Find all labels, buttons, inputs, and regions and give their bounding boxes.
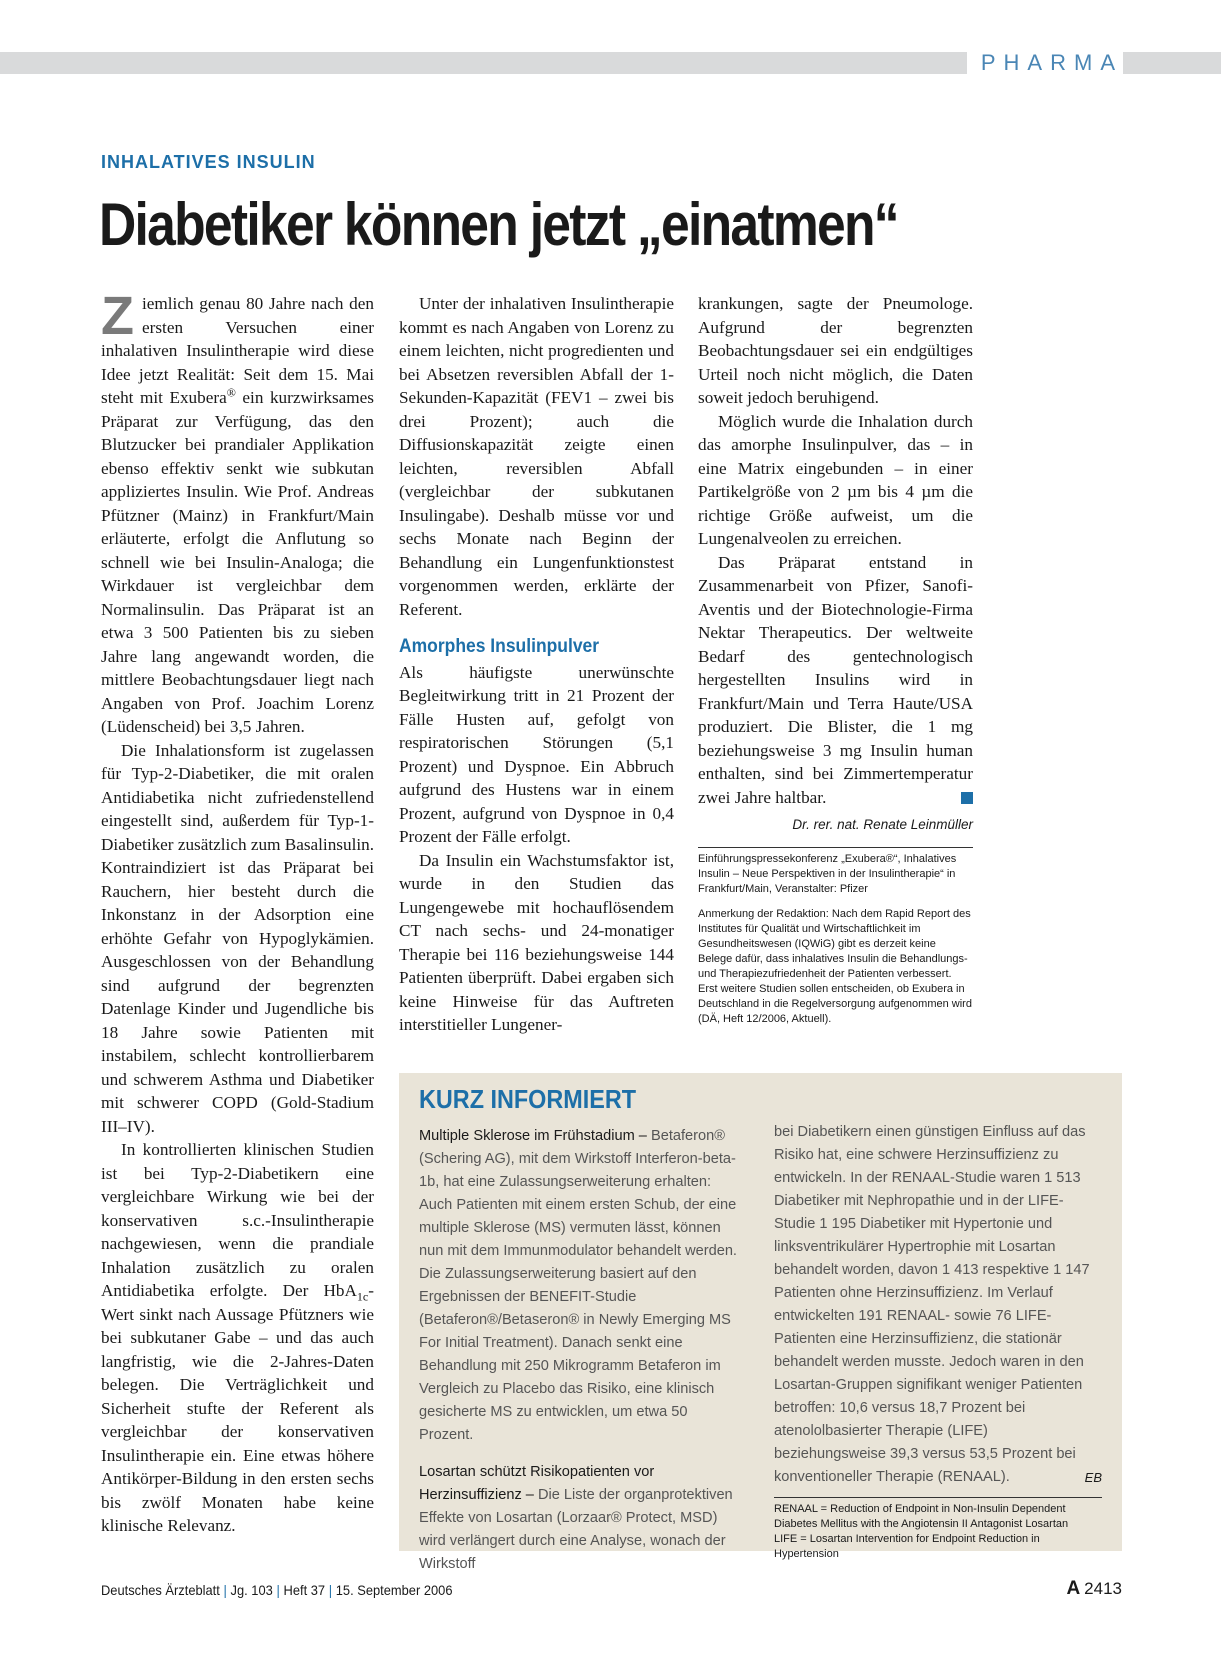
article-column-3 <box>698 292 973 1037</box>
paragraph: Da Insulin ein Wachstumsfaktor ist, wurde in den Studien das Lungengewebe mit hochauflösendem CT nach sechs- und 24-monatiger Therapie bei 116 beziehungsweise 144 Patienten überprüft. Dabei ergaben sich keine Hinweise für das Auftreten interstitieller Lungener- <box>399 850 674 1034</box>
subheading: Amorphes Insulinpulver <box>399 636 600 657</box>
paragraph: Das Präparat entstand in Zusammenarbeit von Pfizer, Sanofi-Aventis und der Biotechnologie-Firma Nektar Therapeutics. Der weltweite Bedarf des gentechnologisch hergestellten Insulins wird in Frankfurt/Main und Terra Haute/USA produziert. Die Blister, die 1 mg beziehungsweise 3 mg Insulin human enthalten, sind bei Zimmertemperatur zwei Jahre haltbar. <box>698 552 973 807</box>
paragraph: In kontrollierten klinischen Studien ist bei Typ-2-Diabetikern eine vergleichbare Wirkung wie bei der konservativen s.c.-Insulintherapie nachgewiesen, wenn die prandiale Inhalation zusätzlich zu oralen Antidiabetika erfolgte. Der HbA$_{1c}$-Wert sinkt nach Aussage Pfützners wie bei subkutaner Gabe – und das auch langfristig, wie die 2-Jahres-Daten belegen. Die Verträglichkeit und Sicherheit stufte der Referent als vergleichbar der konservativen Insulintherapie ein. Eine etwas höhere Antikörper-Bildung in den ersten sechs bis zwölf Monaten habe keine klinische Relevanz. <box>101 1140 374 1535</box>
info-box-column-1 <box>419 1125 741 1590</box>
article-column-1 <box>101 286 375 1538</box>
info-box-title: KURZ INFORMIERT <box>419 1084 637 1114</box>
volume: Jg. 103 <box>230 1582 273 1598</box>
info-box-column-2 <box>774 1121 1102 1562</box>
page-number: A 2413 <box>1066 1578 1122 1599</box>
article-column-2 <box>399 292 674 1037</box>
author-initials: EB <box>1084 1470 1102 1485</box>
footer-citation: Deutsches Ärzteblatt | Jg. 103 | Heft 37 | 15. September 2006 <box>101 1582 453 1598</box>
paragraph: Die Inhalationsform ist zugelassen für Typ-2-Diabetiker, die mit oralen Antidiabetika nicht zufriedenstellend eingestellt sind, außerdem für Typ-1-Diabetiker zusätzlich zum Basalinsulin. Kontraindiziert ist das Präparat bei Rauchern, hier besteht durch die Inkonstanz in der Adsorption eine erhöhte Gefahr von Hypoglykämien. Ausgeschlossen von der Behandlung sind aufgrund der begrenzten Datenlage Kinder und Jugendliche bis 18 Jahre sowie Patienten mit instabilem, schlecht kontrollierbarem und schwerem Asthma und Diabetiker mit schwerer COPD (Gold-Stadium III–IV). <box>101 740 375 1136</box>
paragraph: Möglich wurde die Inhalation durch das amorphe Insulinpulver, das – in eine Matrix eingebunden – in einer Partikelgröße von 2 µm bis 4 µm die richtige Größe aufweist, um die Lungenalveolen zu erreichen. <box>698 411 973 548</box>
author: Dr. rer. nat. Renate Leinmüller <box>792 817 973 832</box>
news-item: Multiple Sklerose im Frühstadium – Betaferon® (Schering AG), mit dem Wirkstoff Interferon-beta-1b, hat eine Zulassungserweiterung erhalten: Auch Patienten mit einem ersten Schub, der eine multiple Sklerose (MS) vermuten lässt, können nun mit dem Immunmodulator behandelt werden. Die Zulassungserweiterung basiert auf den Ergebnissen der BENEFIT-Studie (Betaferon®/Betaseron® in Newly Emerging MS For Initial Treatment). Danach senkt eine Behandlung mit 250 Mikrogramm Betaferon im Vergleich zu Placebo das Risiko, eine klinisch gesicherte MS zu entwicklen, um etwa 50 Prozent. <box>419 1128 737 1443</box>
editorial-note: Anmerkung der Redaktion: Nach dem Rapid Report des Institutes für Qualität und Wirtschaftlichkeit im Gesundheitswesen (IQWiG) gibt es derzeit keine Belege dafür, dass inhalatives Insulin die Behandlungs- und Therapiezufriedenheit der Patienten verbessert. Erst weitere Studien sollen entscheiden, ob Exubera in Deutschland in die Regelversorgung aufgenommen wird (DÄ, Heft 12/2006, Aktuell). <box>698 907 972 1025</box>
paragraph: krankungen, sagte der Pneumologe. Aufgrund der begrenzten Beobachtungsdauer sei ein endgültiges Urteil noch nicht möglich, die Daten soweit jedoch beruhigend. <box>698 294 973 407</box>
news-item: Losartan schützt Risikopatienten vor Herzinsuffizienz – Die Liste der organprotektiven Effekte von Losartan (Lorzaar® Protect, MSD) wird verlängert durch eine Analyse, wonach der Wirkstoff <box>419 1464 733 1572</box>
paragraph: Ziemlich genau 80 Jahre nach den ersten Versuchen einer inhalativen Insulintherapie wird diese Idee jetzt Realität: Seit dem 15. Mai steht mit Exubera® ein kurzwirksames Präparat zur Verfügung, das den Blutzucker bei prandialer Applikation ebenso effektiv senkt wie subkutan appliziertes Insulin. Wie Prof. Andreas Pfützner (Mainz) in Frankfurt/Main erläuterte, erfolgt die Anflutung so schnell wie bei Insulin-Analoga; die Wirkdauer ist vergleichbar dem Normalinsulin. Das Präparat ist an etwa 3 500 Patienten bis zu sieben Jahre lang angewandt worden, die mittlere Beobachtungsdauer liegt nach Angaben von Prof. Joachim Lorenz (Lüdenscheid) bei 3,5 Jahren. <box>101 286 374 736</box>
paragraph: Als häufigste unerwünschte Begleitwirkung tritt in 21 Prozent der Fälle Husten auf, gefolgt von respiratorischen Störungen (5,1 Prozent) und Dyspnoe. Ein Abbruch aufgrund des Hustens war in einem Prozent, aufgrund von Dyspnoe in 0,4 Prozent der Fälle erfolgt. <box>399 662 674 846</box>
source-text: Einführungspressekonferenz „Exubera®“, Inhalatives Insulin – Neue Perspektiven in der Insulintherapie“ in Frankfurt/Main, Veranstalter: Pfizer <box>698 852 957 895</box>
article-kicker: INHALATIVES INSULIN <box>101 152 316 172</box>
issue: Heft 37 <box>283 1582 326 1598</box>
info-box <box>399 1073 1122 1572</box>
abbreviation-renaal: RENAAL = Reduction of Endpoint in Non-Insulin Dependent Diabetes Mellitus with the Angiotensin II Antagonist Losartan <box>774 1503 1069 1530</box>
end-mark-icon <box>961 792 973 804</box>
journal-name: Deutsches Ärzteblatt <box>101 1582 220 1598</box>
news-item-continued: bei Diabetikern einen günstigen Einfluss auf das Risiko hat, eine schwere Herzinsuffizienz zu entwickeln. In der RENAAL-Studie waren 1 513 Diabetiker mit Nephropathie und in der LIFE-Studie 1 195 Diabetiker mit Hypertonie und linksventrikulärer Hypertrophie mit Losartan behandelt worden, davon 1 413 respektive 1 147 Patienten ohne Herzinsuffizienz. Im Verlauf entwickelten 191 RENAAL- sowie 76 LIFE-Patienten eine Herzinsuffizienz, die stationär behandelt werden musste. Jedoch waren in den Losartan-Gruppen signifikant weniger Patienten betroffen: 10,6 versus 18,7 Prozent bei atenololbasierter Therapie (LIFE) beziehungsweise 39,3 versus 53,5 Prozent bei konventioneller Therapie (RENAAL). EB <box>774 1121 1102 1489</box>
paragraph: Unter der inhalativen Insulintherapie kommt es nach Angaben von Lorenz zu einem leichten, nicht progredienten und bei Absetzen reversiblen Abfall der 1-Sekunden-Kapazität (FEV1 – zwei bis drei Prozent); auch die Diffusionskapazität zeigte einen leichten, reversiblen Abfall (vergleichbar der subkutanen Insulingabe). Deshalb müsse vor und sechs Monate nach Beginn der Behandlung ein Lungenfunktionstest vorgenommen werden, erklärte der Referent. <box>399 294 674 619</box>
news-item-lead: Multiple Sklerose im Frühstadium – <box>419 1128 647 1144</box>
date: 15. September 2006 <box>335 1582 453 1598</box>
article-title: Diabetiker können jetzt „einatmen“ <box>99 191 898 258</box>
news-item-lead: Losartan schützt Risikopatienten vor Herzinsuffizienz – <box>419 1464 655 1503</box>
abbreviations <box>774 1497 1102 1562</box>
source-note <box>698 847 973 1027</box>
abbreviation-life: LIFE = Losartan Intervention for Endpoint Reduction in Hypertension <box>774 1533 1040 1560</box>
section-label: PHARMA <box>967 48 1123 78</box>
drop-cap: Z <box>101 286 134 346</box>
